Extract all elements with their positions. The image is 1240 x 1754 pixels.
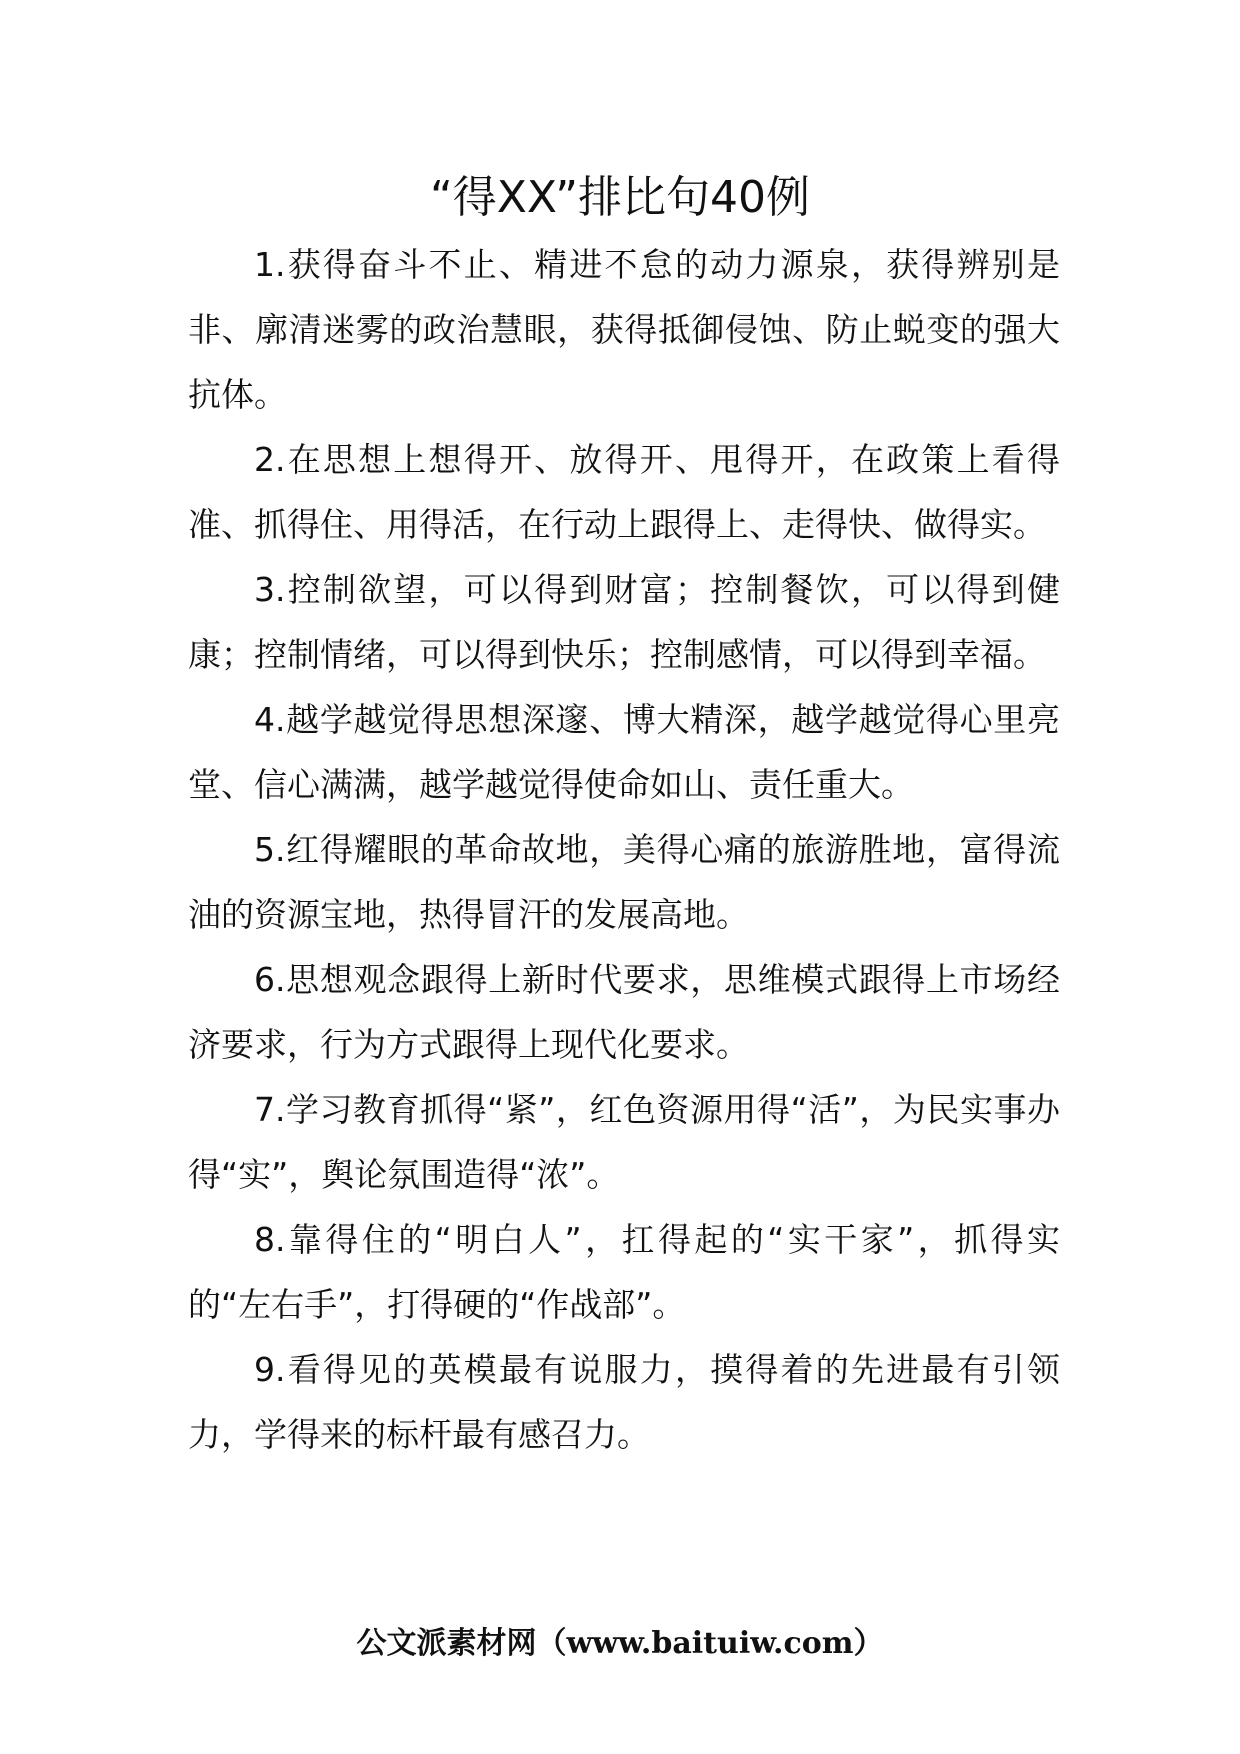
paragraph-3: 3.控制欲望，可以得到财富；控制餐饮，可以得到健康；控制情绪，可以得到快乐；控制感情，可以得到幸福。 (188, 570, 1060, 674)
paragraph-7: 7.学习教育抓得“紧”，红色资源用得“活”，为民实事办得“实”，舆论氛围造得“浓”。 (188, 1090, 1060, 1194)
paragraph-9: 9.看得见的英模最有说服力，摸得着的先进最有引领力，学得来的标杆最有感召力。 (188, 1350, 1060, 1454)
paragraph-2: 2.在思想上想得开、放得开、甩得开，在政策上看得准、抓得住、用得活，在行动上跟得上、走得快、做得实。 (188, 440, 1060, 544)
paragraph-8: 8.靠得住的“明白人”，扛得起的“实干家”，抓得实的“左右手”，打得硬的“作战部”。 (188, 1220, 1060, 1324)
paragraph-5: 5.红得耀眼的革命故地，美得心痛的旅游胜地，富得流油的资源宝地，热得冒汗的发展高地。 (188, 830, 1060, 934)
source-footer: 公文派素材网（www.baituiw.com） (356, 1626, 884, 1661)
paragraph-4: 4.越学越觉得思想深邃、博大精深，越学越觉得心里亮堂、信心满满，越学越觉得使命如山、责任重大。 (188, 700, 1060, 804)
paragraph-6: 6.思想观念跟得上新时代要求，思维模式跟得上市场经济要求，行为方式跟得上现代化要求。 (188, 960, 1060, 1064)
document-body (188, 232, 1060, 1467)
document-title: “得XX”排比句40例 (429, 172, 811, 223)
paragraph-1: 1.获得奋斗不止、精进不怠的动力源泉，获得辨别是非、廓清迷雾的政治慧眼，获得抵御侵蚀、防止蜕变的强大抗体。 (188, 245, 1060, 414)
